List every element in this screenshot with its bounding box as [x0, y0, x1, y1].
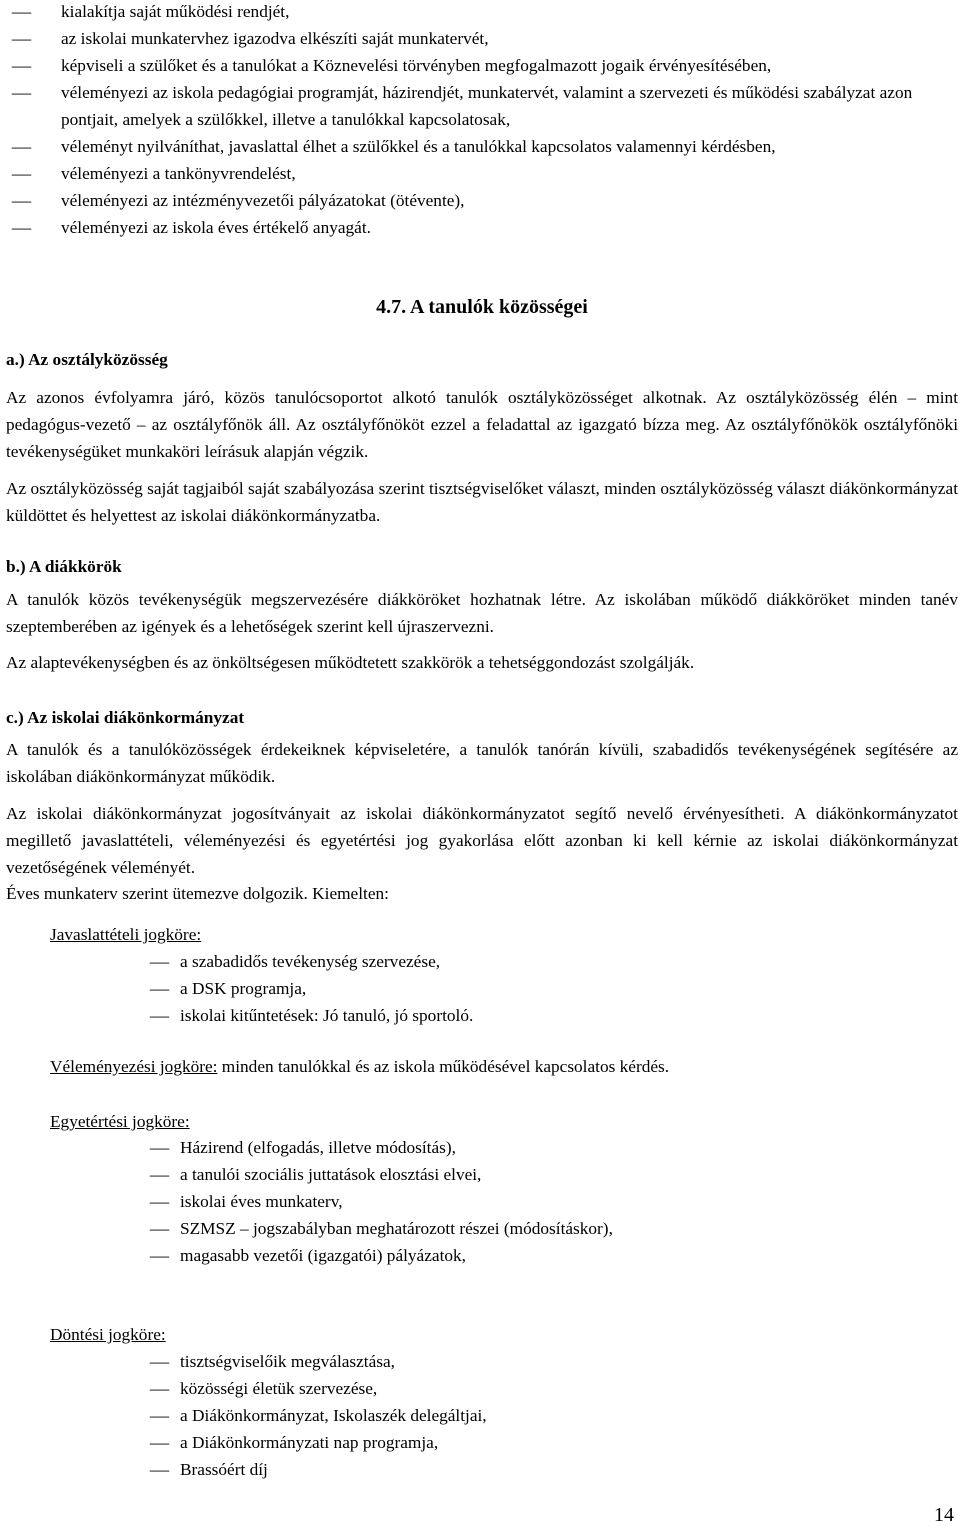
list-item: – a szabadidős tevékenység szervezése, [0, 948, 952, 975]
javaslattételi-list [0, 948, 952, 1029]
list-item: – iskolai éves munkaterv, [0, 1188, 952, 1215]
list-item: – véleményezi az iskola pedagógiai programját, házirendjét, munkatervét, valamint a szervezeti és működési szabályzat azon pontjait, amelyek a szülőkkel, illetve a tanulókkal kapcsolatosak, [6, 79, 960, 133]
list-item: – a Diákönkormányzati nap programja, [0, 1429, 952, 1456]
paragraph-a2: Az osztályközösség saját tagjaiból saját szabályozása szerint tisztségviselőket választ, minden osztályközösség választ diákönkormányzat küldöttet és helyettest az iskolai diákönkormányzatba. [6, 479, 958, 525]
list-item: – a DSK programja, [0, 975, 952, 1002]
velemenyezesi-line: Véleményezési jogköre: minden tanulókkal és az iskola működésével kapcsolatos kérdés. [50, 1057, 670, 1076]
list-item: – közösségi életük szervezése, [0, 1375, 952, 1402]
egyetertesi-list [0, 1134, 952, 1269]
list-item: – Házirend (elfogadás, illetve módosítás), [0, 1134, 952, 1161]
paragraph-b1: A tanulók közös tevékenységük megszervezésére diákköröket hozhatnak létre. Az iskolában működő diákköröket minden tanév szeptemberében az igények és a lehetőségek szerint kell újraszervezni. [6, 590, 958, 636]
list-item: – véleményezi a tankönyvrendelést, [6, 160, 960, 187]
list-item: – véleményezi az iskola éves értékelő anyagát. [6, 214, 960, 241]
heading-b: b.) A diákkörök [6, 557, 122, 576]
list-item: – véleményezi az intézményvezetői pályázatokat (ötévente), [6, 187, 960, 214]
list-item: – a Diákönkormányzat, Iskolaszék delegáltjai, [0, 1402, 952, 1429]
paragraph-c3: Éves munkaterv szerint ütemezve dolgozik. Kiemelten: [6, 884, 389, 903]
paragraph-c2: Az iskolai diákönkormányzat jogosítványait az iskolai diákönkormányzatot segítő nevelő érvényesítheti. A diákönkormányzatot megillető javaslattételi, véleményezési és egyetértési jog gyakorlása előtt azonban ki kell kérnie az iskolai diákönkormányzat vezetőségének véleményét. [6, 804, 958, 877]
paragraph-b2: Az alaptevékenységben és az önköltségesen működtetett szakkörök a tehetséggondozást szolgálják. [6, 653, 695, 672]
list-item: – véleményt nyilváníthat, javaslattal élhet a szülőkkel és a tanulókkal kapcsolatos valamennyi kérdésben, [6, 133, 960, 160]
paragraph-a1: Az azonos évfolyamra járó, közös tanulócsoportot alkotó tanulók osztályközösséget alkotnak. Az osztályközösség élén – mint pedagógus-vezető – az osztályfőnök áll. Az osztályfőnököt ezzel a feladattal az igazgató bízza meg. Az osztályfőnökök osztályfőnöki tevékenységüket munkaköri leírásuk alapján végzik. [6, 388, 958, 461]
list-item: – SZMSZ – jogszabályban meghatározott részei (módosításkor), [0, 1215, 952, 1242]
dontesi-list [0, 1348, 952, 1483]
list-item: – tisztségviselőik megválasztása, [0, 1348, 952, 1375]
list-item: – kialakítja saját működési rendjét, [6, 0, 960, 25]
javaslattételi-label: Javaslattételi jogköre: [50, 925, 202, 944]
page-number: 14 [934, 1504, 954, 1526]
dontesi-label: Döntési jogköre: [50, 1325, 166, 1344]
list-item: – képviseli a szülőket és a tanulókat a Köznevelési törvényben megfogalmazott jogaik érvényesítésében, [6, 52, 960, 79]
egyetertesi-label: Egyetértési jogköre: [50, 1112, 190, 1131]
heading-a: a.) Az osztályközösség [6, 350, 168, 369]
list-item: – magasabb vezetői (igazgatói) pályázatok, [0, 1242, 952, 1269]
paragraph-c1: A tanulók és a tanulóközösségek érdekeiknek képviseletére, a tanulók tanórán kívüli, szabadidős tevékenységének segítésére az iskolában diákönkormányzat működik. [6, 740, 958, 786]
list-item: – az iskolai munkatervhez igazodva elkészíti saját munkatervét, [6, 25, 960, 52]
rights-list [6, 0, 960, 241]
heading-c: c.) Az iskolai diákönkormányzat [6, 708, 245, 727]
section-title: 4.7. A tanulók közösségei [376, 296, 588, 318]
list-item: – a tanulói szociális juttatások elosztási elvei, [0, 1161, 952, 1188]
list-item: – Brassóért díj [0, 1456, 952, 1483]
list-item: – iskolai kitűntetések: Jó tanuló, jó sportoló. [0, 1002, 952, 1029]
